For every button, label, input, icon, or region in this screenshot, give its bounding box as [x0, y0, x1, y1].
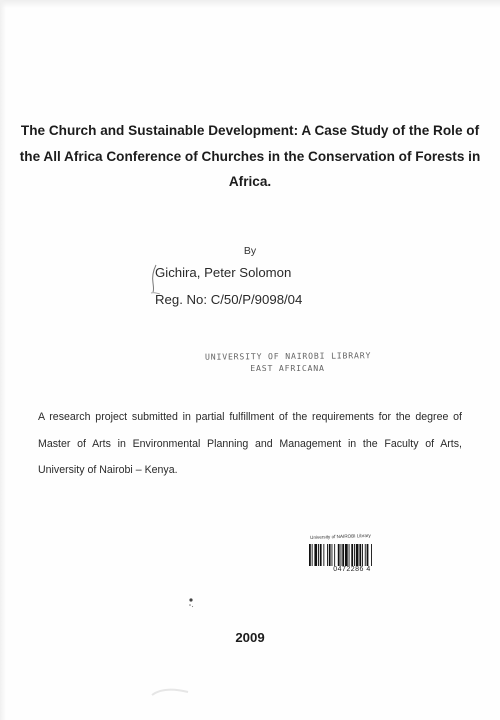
barcode-bar	[329, 544, 331, 566]
barcode-bar	[349, 544, 350, 566]
barcode-number: 0472286 4	[333, 566, 371, 573]
document-year: 2009	[235, 630, 265, 645]
paper-smudge-icon	[150, 686, 190, 698]
barcode-icon	[308, 544, 396, 566]
ink-dot-icon	[186, 597, 196, 609]
library-barcode	[308, 532, 398, 575]
stamp-line-1: UNIVERSITY OF NAIROBI LIBRARY	[204, 350, 372, 362]
registration-number: Reg. No: C/50/P/9098/04	[155, 292, 303, 307]
barcode-bar	[367, 544, 369, 566]
barcode-bar	[309, 544, 311, 566]
barcode-bar	[334, 544, 335, 566]
barcode-bar	[338, 544, 340, 566]
barcode-bar	[359, 544, 361, 566]
barcode-bar	[342, 544, 344, 566]
barcode-bar	[318, 544, 319, 566]
barcode-bar	[365, 544, 366, 566]
barcode-bar	[345, 544, 348, 566]
page-left-shadow	[0, 0, 6, 720]
barcode-bar	[332, 544, 333, 566]
barcode-bar	[323, 544, 324, 566]
library-stamp	[204, 350, 372, 382]
author-name: Gichira, Peter Solomon	[155, 265, 292, 280]
submission-statement: A research project submitted in partial fulfillment of the requirements for the degree of Master of Arts in Environmental Planning and Management in the Faculty of Arts, University of Nairobi – Kenya.	[38, 411, 462, 476]
barcode-bar	[354, 544, 355, 566]
barcode-bar	[320, 544, 322, 566]
barcode-bar	[356, 544, 359, 566]
barcode-label: University of NAIROBI Library	[310, 532, 371, 540]
barcode-bar	[371, 544, 372, 566]
barcode-bar	[312, 544, 313, 566]
barcode-bar	[327, 544, 328, 566]
barcode-bar	[362, 544, 363, 566]
page-top-shadow	[0, 0, 500, 8]
document-title: The Church and Sustainable Development: A Case Study of the Role of the All Africa Conference of Churches in the Conservation of Forests in Africa.	[19, 123, 481, 189]
barcode-bar	[341, 544, 342, 566]
barcode-bar	[351, 544, 353, 566]
by-label: By	[243, 245, 257, 257]
barcode-bar	[314, 544, 317, 566]
stamp-line-2: EAST AFRICANA	[250, 363, 325, 373]
